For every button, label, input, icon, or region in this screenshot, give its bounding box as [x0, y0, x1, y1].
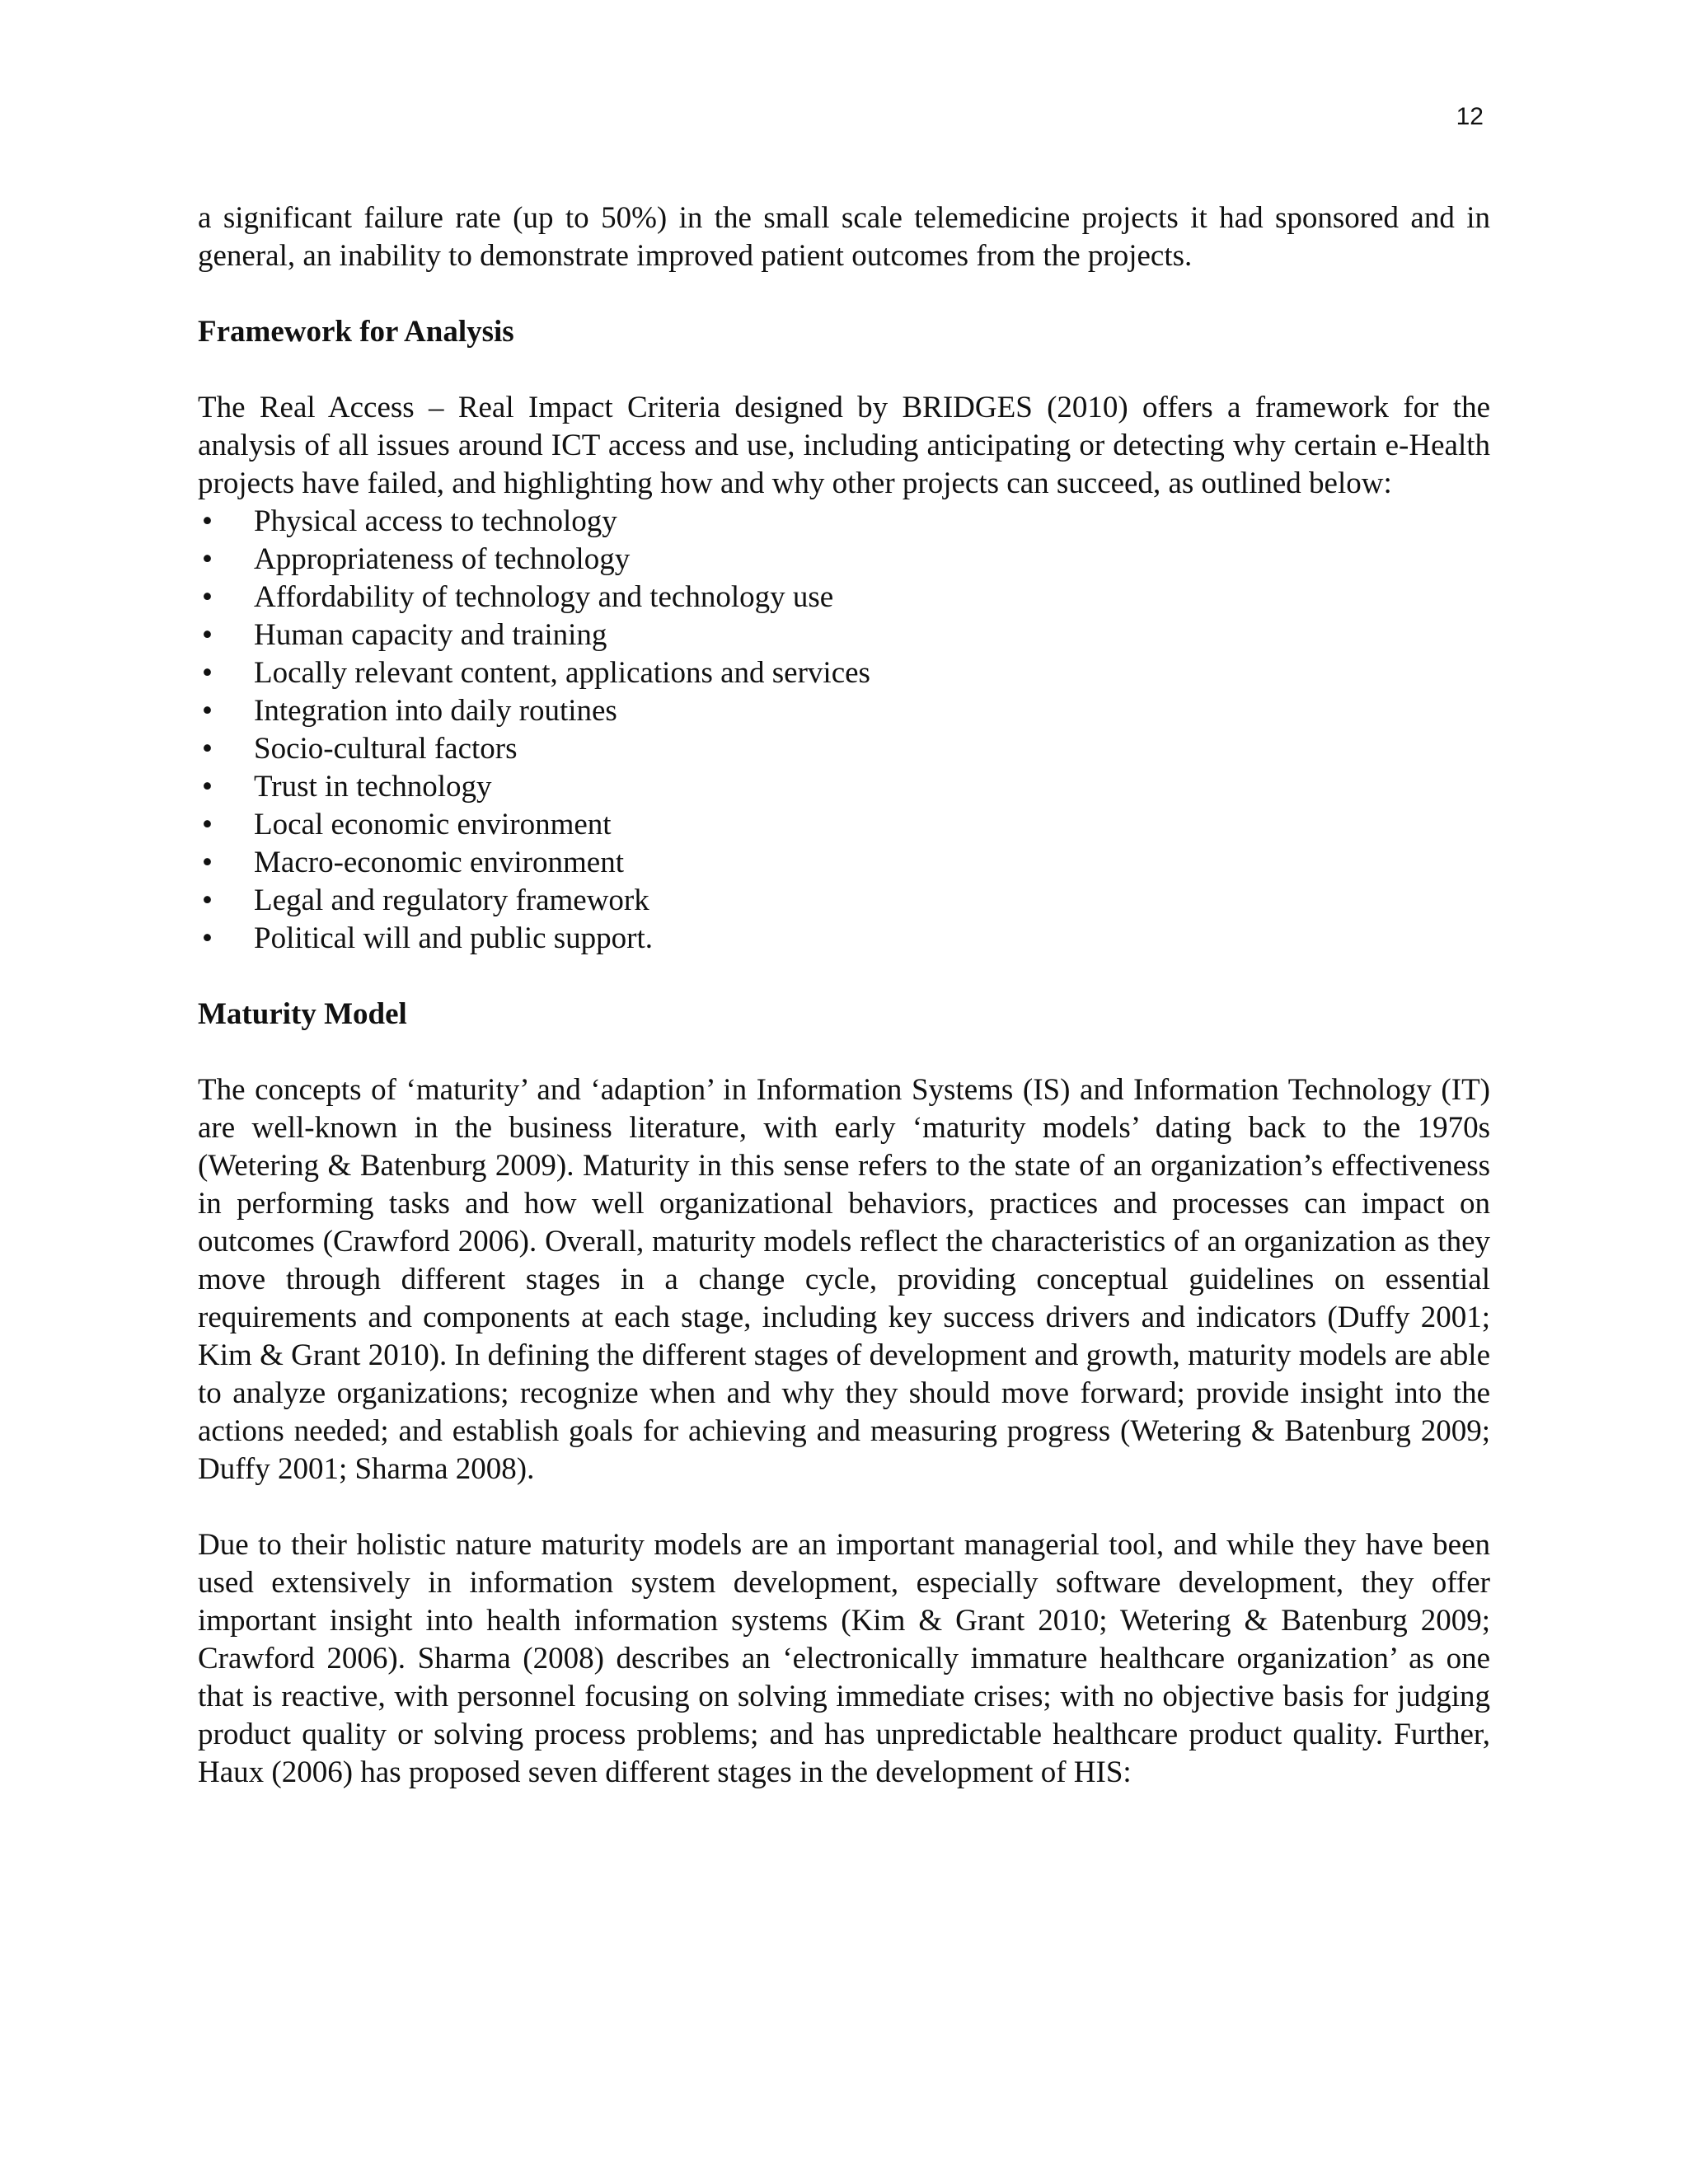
list-item: [198, 616, 1490, 654]
list-item-text: Integration into daily routines: [254, 694, 617, 728]
bullet-icon: •: [202, 732, 213, 766]
bullet-icon: •: [202, 921, 213, 955]
bullet-icon: •: [202, 808, 213, 841]
criteria-list: [198, 503, 1490, 958]
bullet-icon: •: [202, 504, 213, 538]
bullet-icon: •: [202, 542, 213, 576]
list-item: [198, 503, 1490, 541]
bullet-icon: •: [202, 883, 213, 917]
list-item-text: Human capacity and training: [254, 618, 607, 652]
list-item-text: Appropriateness of technology: [254, 542, 631, 576]
bullet-icon: •: [202, 694, 213, 728]
list-item: [198, 654, 1490, 692]
list-item-text: Legal and regulatory framework: [254, 883, 649, 917]
list-item: [198, 920, 1490, 958]
framework-paragraph: The Real Access – Real Impact Criteria designed by BRIDGES (2010) offers a framework for the analysis of all issues around ICT access and use, including anticipating or detecting why certain e-Health projects have failed, and highlighting how and why other projects can succeed, as outlined below:: [198, 391, 1490, 500]
list-item-text: Trust in technology: [254, 770, 492, 804]
maturity-paragraph-1: The concepts of ‘maturity’ and ‘adaption’ in Information Systems (IS) and Information Technology (IT) are well-known in the business literature, with early ‘maturity models’ dating back to the 1970s (Wetering & Batenburg 2009). Maturity in this sense refers to the state of an organization’s effectiveness in performing tasks and how well organizational behaviors, practices and processes can impact on outcomes (Crawford 2006). Overall, maturity models reflect the characteristics of an organization as they move through different stages in a change cycle, providing conceptual guidelines on essential requirements and components at each stage, including key success drivers and indicators (Duffy 2001; Kim & Grant 2010). In defining the different stages of development and growth, maturity models are able to analyze organizations; recognize when and why they should move forward; provide insight into the actions needed; and establish goals for achieving and measuring progress (Wetering & Batenburg 2009; Duffy 2001; Sharma 2008).: [198, 1073, 1490, 1486]
list-item: [198, 882, 1490, 920]
page-number: 12: [1456, 103, 1484, 130]
list-item: [198, 692, 1490, 730]
document-body: [198, 199, 1490, 1792]
bullet-icon: •: [202, 618, 213, 652]
list-item-text: Physical access to technology: [254, 504, 617, 538]
list-item: [198, 806, 1490, 844]
maturity-heading: Maturity Model: [198, 997, 407, 1031]
list-item: [198, 768, 1490, 806]
bullet-icon: •: [202, 770, 213, 804]
list-item-text: Political will and public support.: [254, 921, 654, 955]
list-item: [198, 541, 1490, 579]
list-item-text: Socio-cultural factors: [254, 732, 518, 766]
bullet-icon: •: [202, 580, 213, 614]
list-item: [198, 730, 1490, 768]
intro-paragraph: a significant failure rate (up to 50%) in the small scale telemedicine projects it had sponsored and in general, an inability to demonstrate improved patient outcomes from the projects.: [198, 201, 1490, 273]
list-item-text: Local economic environment: [254, 808, 612, 841]
list-item-text: Locally relevant content, applications and services: [254, 656, 870, 690]
bullet-icon: •: [202, 846, 213, 879]
list-item-text: Affordability of technology and technology use: [254, 580, 834, 614]
bullet-icon: •: [202, 656, 213, 690]
maturity-paragraph-2: Due to their holistic nature maturity models are an important managerial tool, and while they have been used extensively in information system development, especially software development, they offer important insight into health information systems (Kim & Grant 2010; Wetering & Batenburg 2009; Crawford 2006). Sharma (2008) describes an ‘electronically immature healthcare organization’ as one that is reactive, with personnel focusing on solving immediate crises; with no objective basis for judging product quality or solving process problems; and has unpredictable healthcare product quality. Further, Haux (2006) has proposed seven different stages in the development of HIS:: [198, 1528, 1490, 1789]
list-item: [198, 844, 1490, 882]
framework-heading: Framework for Analysis: [198, 315, 514, 349]
list-item-text: Macro-economic environment: [254, 846, 624, 879]
list-item: [198, 579, 1490, 616]
